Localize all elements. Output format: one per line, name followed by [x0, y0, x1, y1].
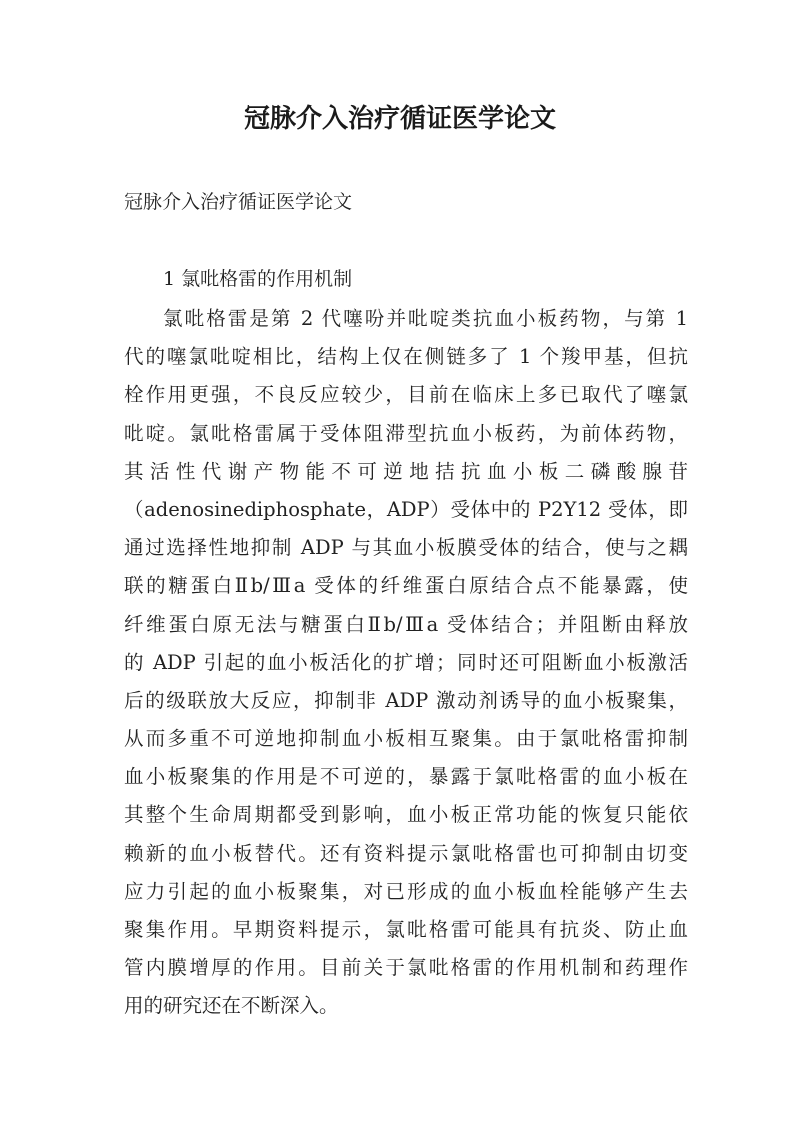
- paragraph-line: 的 ADP 引起的血小板活化的扩增；同时还可阻断血小板激活: [124, 650, 688, 674]
- paragraph-line: 赖新的血小板替代。还有资料提示氯吡格雷也可抑制由切变: [124, 841, 688, 865]
- paragraph-line: 后的级联放大反应，抑制非 ADP 激动剂诱导的血小板聚集，: [124, 688, 688, 712]
- paragraph-line: 管内膜增厚的作用。目前关于氯吡格雷的作用机制和药理作: [124, 956, 688, 980]
- paragraph-line: 从而多重不可逆地抑制血小板相互聚集。由于氯吡格雷抑制: [124, 727, 688, 751]
- paragraph-line: 联的糖蛋白Ⅱb/Ⅲa 受体的纤维蛋白原结合点不能暴露，使: [124, 574, 688, 598]
- document-title: 冠脉介入治疗循证医学论文: [243, 104, 556, 134]
- paragraph-line: 氯吡格雷是第 2 代噻吩并吡啶类抗血小板药物，与第 1: [163, 307, 688, 330]
- paragraph-line: 代的噻氯吡啶相比，结构上仅在侧链多了 1 个羧甲基，但抗: [124, 345, 688, 369]
- document-subtitle: 冠脉介入治疗循证医学论文: [124, 191, 353, 213]
- paragraph-line: 其整个生命周期都受到影响，血小板正常功能的恢复只能依: [124, 803, 688, 827]
- paragraph-line: 栓作用更强，不良反应较少，目前在临床上多已取代了噻氯: [124, 383, 688, 407]
- paragraph-line: 应力引起的血小板聚集，对已形成的血小板血栓能够产生去: [124, 879, 688, 903]
- paragraph-line: 通过选择性地抑制 ADP 与其血小板膜受体的结合，使与之耦: [124, 536, 688, 560]
- body-paragraph: [124, 300, 688, 1026]
- paragraph-line: （adenosinediphosphate，ADP）受体中的 P2Y12 受体，即: [124, 497, 688, 521]
- section-heading: 1 氯吡格雷的作用机制: [163, 268, 353, 290]
- paragraph-line: 纤维蛋白原无法与糖蛋白Ⅱb/Ⅲa 受体结合；并阻断由释放: [124, 612, 688, 636]
- paragraph-line: 聚集作用。早期资料提示，氯吡格雷可能具有抗炎、防止血: [124, 918, 688, 941]
- paragraph-line: 用的研究还在不断深入。: [124, 994, 339, 1018]
- paragraph-line: 其活性代谢产物能不可逆地拮抗血小板二磷酸腺苷: [124, 459, 688, 483]
- paragraph-line: 血小板聚集的作用是不可逆的，暴露于氯吡格雷的血小板在: [124, 765, 688, 789]
- paragraph-line: 吡啶。氯吡格雷属于受体阻滞型抗血小板药，为前体药物，: [124, 421, 688, 445]
